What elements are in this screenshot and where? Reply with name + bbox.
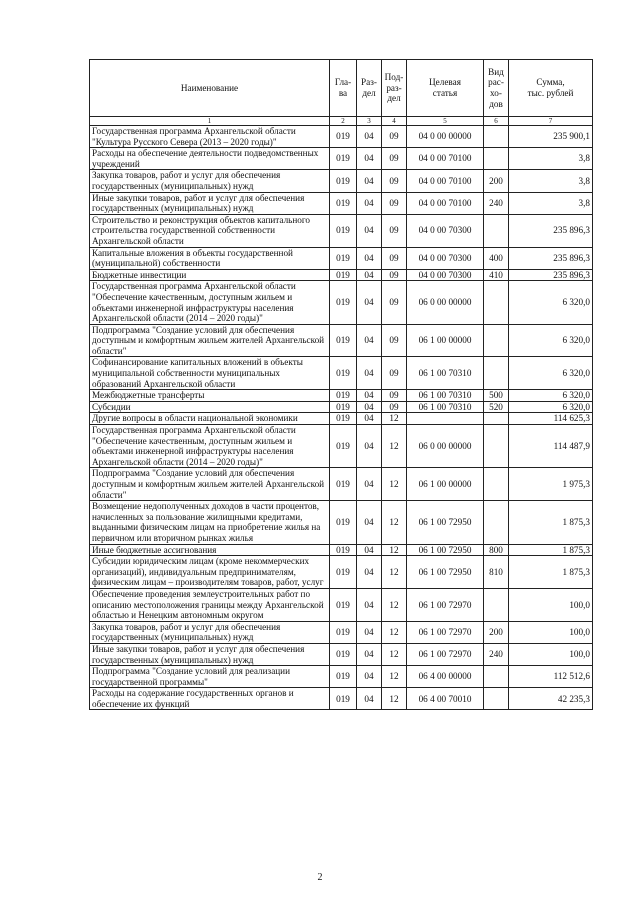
table-row (90, 556, 593, 589)
table-cell-glava: 019 (330, 425, 357, 468)
table-cell-vid (484, 281, 509, 324)
table-row (90, 390, 593, 402)
table-cell-razdel: 04 (357, 621, 382, 643)
table-row (90, 214, 593, 247)
table-cell-razdel: 04 (357, 643, 382, 665)
table-cell-podrazdel: 12 (382, 544, 407, 556)
table-cell-glava: 019 (330, 688, 357, 710)
table-cell-summa: 6 320,0 (509, 281, 593, 324)
table-row (90, 401, 593, 413)
table-cell-statya: 06 1 00 72970 (407, 588, 484, 621)
table-row (90, 269, 593, 281)
table-cell-name: Расходы на содержание государственных органов и обеспечение их функций (90, 688, 330, 710)
table-cell-statya: 06 4 00 70010 (407, 688, 484, 710)
table-cell-razdel: 04 (357, 170, 382, 192)
table-row (90, 324, 593, 357)
table-cell-glava: 019 (330, 324, 357, 357)
table-cell-vid: 810 (484, 556, 509, 589)
table-cell-glava: 019 (330, 192, 357, 214)
table-cell-razdel: 04 (357, 556, 382, 589)
table-cell-statya: 06 1 00 00000 (407, 468, 484, 501)
table-cell-vid (484, 501, 509, 544)
column-number: 7 (509, 117, 593, 126)
table-cell-glava: 019 (330, 621, 357, 643)
table-cell-podrazdel: 12 (382, 643, 407, 665)
table-cell-vid: 520 (484, 401, 509, 413)
table-cell-podrazdel: 09 (382, 281, 407, 324)
table-cell-name: Иные бюджетные ассигнования (90, 544, 330, 556)
table-cell-statya: 06 1 00 72970 (407, 643, 484, 665)
column-number: 1 (90, 117, 330, 126)
table-cell-vid: 800 (484, 544, 509, 556)
table-cell-vid: 500 (484, 390, 509, 402)
table-cell-statya: 04 0 00 70100 (407, 148, 484, 170)
header-podrazdel (382, 60, 407, 117)
table-cell-glava: 019 (330, 357, 357, 390)
table-cell-podrazdel: 09 (382, 247, 407, 269)
page-number: 2 (317, 872, 323, 883)
header-glava (330, 60, 357, 117)
table-cell-vid (484, 324, 509, 357)
table-cell-name: Государственная программа Архангельской области "Обеспечение качественным, доступным жильем и объектами инженерной инфраструктуры населения Архангельской области (2014 – 2020 годы)" (90, 281, 330, 324)
header-vid-text: Вид рас- хо- дов (488, 66, 504, 109)
table-cell-name: Государственная программа Архангельской области "Культура Русского Севера (2013 – 2020 годы)" (90, 126, 330, 148)
table-cell-razdel: 04 (357, 269, 382, 281)
table-cell-podrazdel: 12 (382, 425, 407, 468)
table-row (90, 413, 593, 425)
table-cell-podrazdel: 09 (382, 126, 407, 148)
table-cell-razdel: 04 (357, 281, 382, 324)
table-cell-statya: 04 0 00 70300 (407, 214, 484, 247)
header-summa (509, 60, 593, 117)
table-cell-summa: 1 875,3 (509, 556, 593, 589)
table-body (90, 126, 593, 710)
table-cell-name: Подпрограмма "Создание условий для реализации государственной программы" (90, 666, 330, 688)
table-cell-statya: 06 1 00 70310 (407, 401, 484, 413)
column-number: 3 (357, 117, 382, 126)
table-cell-summa: 1 875,3 (509, 501, 593, 544)
table-cell-podrazdel: 12 (382, 501, 407, 544)
table-cell-summa: 3,8 (509, 170, 593, 192)
table-cell-name: Расходы на обеспечение деятельности подведомственных учреждений (90, 148, 330, 170)
table-cell-glava: 019 (330, 170, 357, 192)
table-row (90, 688, 593, 710)
table-cell-vid (484, 413, 509, 425)
table-cell-podrazdel: 09 (382, 192, 407, 214)
table-cell-name: Закупка товаров, работ и услуг для обеспечения государственных (муниципальных) нужд (90, 170, 330, 192)
table-cell-statya: 04 0 00 70100 (407, 170, 484, 192)
table-cell-podrazdel: 09 (382, 269, 407, 281)
header-name: Наименование (90, 60, 330, 117)
table-cell-statya: 06 1 00 70310 (407, 357, 484, 390)
table-cell-name: Субсидии (90, 401, 330, 413)
table-cell-glava: 019 (330, 401, 357, 413)
table-cell-summa: 1 875,3 (509, 544, 593, 556)
table-cell-glava: 019 (330, 148, 357, 170)
table-cell-razdel: 04 (357, 192, 382, 214)
table-row (90, 170, 593, 192)
table-cell-podrazdel: 09 (382, 390, 407, 402)
table-cell-vid (484, 357, 509, 390)
table-cell-glava: 019 (330, 214, 357, 247)
table-cell-statya: 06 0 00 00000 (407, 281, 484, 324)
table-cell-podrazdel: 12 (382, 413, 407, 425)
table-cell-podrazdel: 12 (382, 688, 407, 710)
table-row (90, 247, 593, 269)
column-number: 5 (407, 117, 484, 126)
table-cell-razdel: 04 (357, 666, 382, 688)
table-cell-vid: 200 (484, 621, 509, 643)
table-cell-vid: 400 (484, 247, 509, 269)
table-cell-glava: 019 (330, 413, 357, 425)
table-cell-name: Бюджетные инвестиции (90, 269, 330, 281)
table-cell-name: Иные закупки товаров, работ и услуг для обеспечения государственных (муниципальных) нужд (90, 643, 330, 665)
table-cell-podrazdel: 09 (382, 357, 407, 390)
table-cell-vid (484, 148, 509, 170)
table-cell-podrazdel: 09 (382, 148, 407, 170)
table-cell-razdel: 04 (357, 688, 382, 710)
table-cell-glava: 019 (330, 390, 357, 402)
header-statya-text: Целевая статья (429, 77, 461, 98)
header-podrazdel-text: Под- раз- дел (384, 72, 404, 104)
table-row (90, 148, 593, 170)
table-row (90, 544, 593, 556)
table-cell-podrazdel: 12 (382, 588, 407, 621)
table-row (90, 192, 593, 214)
table-cell-podrazdel: 12 (382, 556, 407, 589)
table-cell-podrazdel: 09 (382, 214, 407, 247)
table-cell-statya (407, 413, 484, 425)
table-cell-glava: 019 (330, 281, 357, 324)
table-cell-name: Строительство и реконструкция объектов капитального строительства государственной собственности Архангельской области (90, 214, 330, 247)
table-cell-name: Софинансирование капитальных вложений в объекты муниципальной собственности муниципальных образований Архангельской области (90, 357, 330, 390)
table-cell-statya: 06 1 00 00000 (407, 324, 484, 357)
table-cell-summa: 114 625,3 (509, 413, 593, 425)
header-razdel-text: Раз- дел (361, 77, 377, 98)
table-cell-glava: 019 (330, 666, 357, 688)
table-cell-summa: 114 487,9 (509, 425, 593, 468)
table-cell-vid: 240 (484, 192, 509, 214)
table-cell-statya: 04 0 00 70100 (407, 192, 484, 214)
table-cell-summa: 100,0 (509, 588, 593, 621)
table-cell-statya: 06 1 00 70310 (407, 390, 484, 402)
table-cell-name: Закупка товаров, работ и услуг для обеспечения государственных (муниципальных) нужд (90, 621, 330, 643)
header-summa-text: Сумма, тыс. рублей (527, 77, 574, 98)
table-cell-name: Возмещение недополученных доходов в части процентов, начисленных за пользование жилищными кредитами, выданными физическим лицам на приобретение жилья на первичном или вторичном рынках жилья (90, 501, 330, 544)
table-cell-name: Государственная программа Архангельской области "Обеспечение качественным, доступным жильем и объектами инженерной инфраструктуры населения Архангельской области (2014 – 2020 годы)" (90, 425, 330, 468)
table-row (90, 621, 593, 643)
table-row (90, 666, 593, 688)
budget-table (89, 59, 593, 710)
table-cell-glava: 019 (330, 126, 357, 148)
table-row (90, 126, 593, 148)
table-cell-summa: 6 320,0 (509, 401, 593, 413)
table-cell-summa: 1 975,3 (509, 468, 593, 501)
table-cell-vid (484, 666, 509, 688)
table-cell-summa: 6 320,0 (509, 390, 593, 402)
column-number-row (90, 117, 593, 126)
table-row (90, 588, 593, 621)
table-cell-vid (484, 688, 509, 710)
table-cell-summa: 235 896,3 (509, 247, 593, 269)
table-cell-vid (484, 214, 509, 247)
table-cell-vid (484, 588, 509, 621)
table-cell-razdel: 04 (357, 126, 382, 148)
table-cell-razdel: 04 (357, 425, 382, 468)
table-cell-name: Обеспечение проведения землеустроительных работ по описанию местоположения границы между Архангельской областью и Ненецким автономным округом (90, 588, 330, 621)
table-cell-podrazdel: 12 (382, 468, 407, 501)
table-cell-summa: 3,8 (509, 148, 593, 170)
table-cell-name: Субсидии юридическим лицам (кроме некоммерческих организаций), индивидуальным предпринимателям, физическим лицам – производителям товаров, работ, услуг (90, 556, 330, 589)
table-cell-summa: 100,0 (509, 643, 593, 665)
table-cell-vid (484, 126, 509, 148)
table-row (90, 643, 593, 665)
header-vid (484, 60, 509, 117)
header-razdel (357, 60, 382, 117)
table-cell-razdel: 04 (357, 357, 382, 390)
table-cell-statya: 04 0 00 00000 (407, 126, 484, 148)
column-number: 2 (330, 117, 357, 126)
table-cell-razdel: 04 (357, 214, 382, 247)
table-cell-statya: 06 1 00 72950 (407, 556, 484, 589)
table-cell-summa: 235 896,3 (509, 269, 593, 281)
table-cell-name: Иные закупки товаров, работ и услуг для обеспечения государственных (муниципальных) нужд (90, 192, 330, 214)
table-row (90, 501, 593, 544)
table-row (90, 357, 593, 390)
table-cell-glava: 019 (330, 468, 357, 501)
table-cell-name: Другие вопросы в области национальной экономики (90, 413, 330, 425)
table-cell-razdel: 04 (357, 401, 382, 413)
table-cell-statya: 04 0 00 70300 (407, 247, 484, 269)
table-cell-name: Капитальные вложения в объекты государственной (муниципальной) собственности (90, 247, 330, 269)
table-cell-razdel: 04 (357, 501, 382, 544)
table-cell-statya: 06 1 00 72950 (407, 544, 484, 556)
table-cell-razdel: 04 (357, 468, 382, 501)
table-cell-name: Подпрограмма "Создание условий для обеспечения доступным и комфортным жильем жителей Архангельской области" (90, 324, 330, 357)
table-cell-razdel: 04 (357, 544, 382, 556)
table-cell-statya: 06 1 00 72970 (407, 621, 484, 643)
table-cell-summa: 6 320,0 (509, 324, 593, 357)
header-statya (407, 60, 484, 117)
table-cell-glava: 019 (330, 501, 357, 544)
table-cell-summa: 100,0 (509, 621, 593, 643)
table-cell-glava: 019 (330, 588, 357, 621)
table-cell-statya: 04 0 00 70300 (407, 269, 484, 281)
table-cell-glava: 019 (330, 269, 357, 281)
table-cell-razdel: 04 (357, 390, 382, 402)
table-header-row (90, 60, 593, 117)
table-cell-summa: 112 512,6 (509, 666, 593, 688)
table-cell-podrazdel: 12 (382, 621, 407, 643)
table-cell-podrazdel: 12 (382, 666, 407, 688)
table-cell-glava: 019 (330, 247, 357, 269)
table-row (90, 281, 593, 324)
table-cell-razdel: 04 (357, 324, 382, 357)
table-cell-vid (484, 468, 509, 501)
table-row (90, 468, 593, 501)
table-cell-glava: 019 (330, 556, 357, 589)
table-cell-podrazdel: 09 (382, 324, 407, 357)
table-cell-statya: 06 1 00 72950 (407, 501, 484, 544)
table-cell-name: Подпрограмма "Создание условий для обеспечения доступным и комфортным жильем жителей Архангельской области" (90, 468, 330, 501)
table-cell-glava: 019 (330, 643, 357, 665)
table-row (90, 425, 593, 468)
table-cell-statya: 06 0 00 00000 (407, 425, 484, 468)
table-cell-podrazdel: 09 (382, 170, 407, 192)
table-cell-name: Межбюджетные трансферты (90, 390, 330, 402)
table-cell-summa: 42 235,3 (509, 688, 593, 710)
table-cell-statya: 06 4 00 00000 (407, 666, 484, 688)
table-cell-summa: 235 900,1 (509, 126, 593, 148)
table-cell-podrazdel: 09 (382, 401, 407, 413)
table-cell-vid: 410 (484, 269, 509, 281)
table-cell-vid: 200 (484, 170, 509, 192)
column-number: 6 (484, 117, 509, 126)
table-cell-summa: 235 896,3 (509, 214, 593, 247)
table-cell-razdel: 04 (357, 247, 382, 269)
table-cell-vid: 240 (484, 643, 509, 665)
table-cell-summa: 3,8 (509, 192, 593, 214)
header-glava-text: Гла- ва (334, 77, 352, 98)
table-cell-razdel: 04 (357, 148, 382, 170)
table-cell-razdel: 04 (357, 588, 382, 621)
table-cell-glava: 019 (330, 544, 357, 556)
column-number: 4 (382, 117, 407, 126)
table-cell-razdel: 04 (357, 413, 382, 425)
table-cell-summa: 6 320,0 (509, 357, 593, 390)
table-cell-vid (484, 425, 509, 468)
